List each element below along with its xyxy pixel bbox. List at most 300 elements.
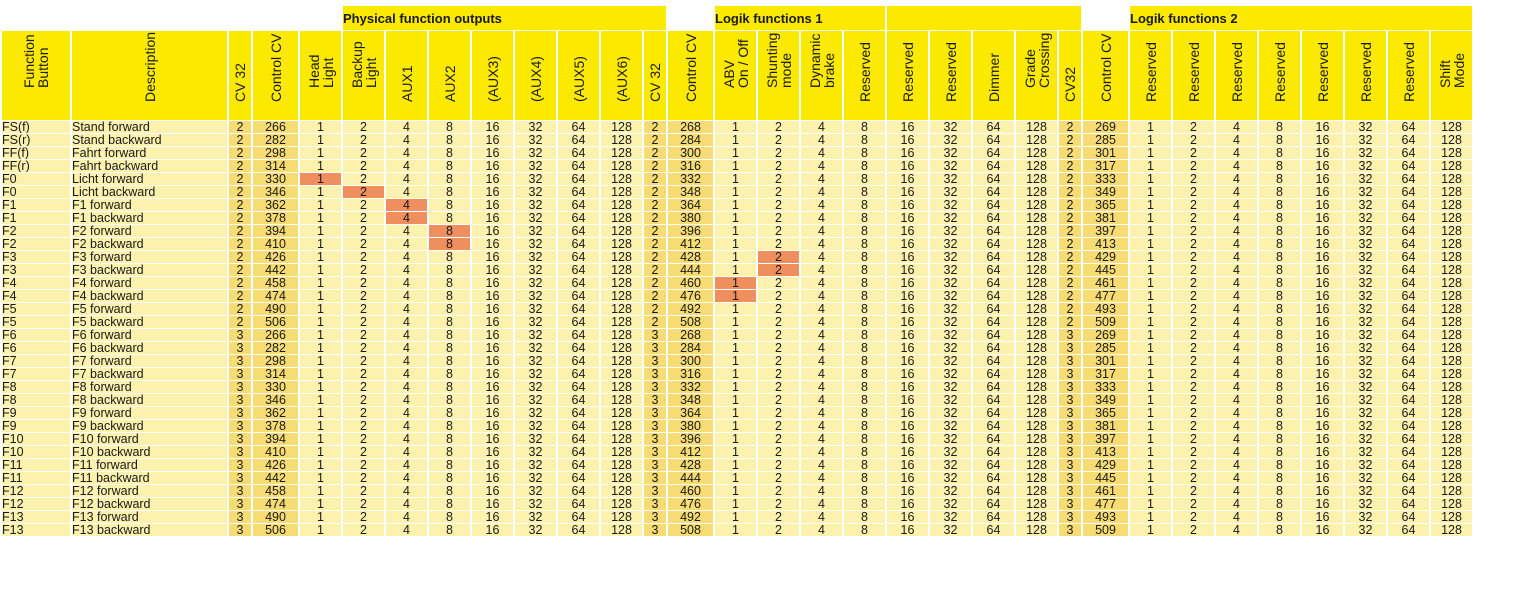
bit-cell: 4 <box>1216 524 1257 536</box>
bit-cell: 32 <box>515 472 556 484</box>
bit-cell: 128 <box>1016 303 1057 315</box>
bit-cell: 16 <box>1302 316 1343 328</box>
bit-cell: 128 <box>1431 147 1472 159</box>
description-cell: Stand backward <box>72 134 227 146</box>
bit-cell: 32 <box>515 368 556 380</box>
bit-cell: 8 <box>1259 264 1300 276</box>
bit-cell: 1 <box>1130 173 1171 185</box>
bit-cell: 64 <box>973 134 1014 146</box>
bit-cell: 128 <box>601 303 642 315</box>
bit-cell: 1 <box>1130 407 1171 419</box>
column-header <box>715 31 756 120</box>
bit-cell: 1 <box>1130 368 1171 380</box>
bit-cell: 2 <box>758 199 799 211</box>
bit-cell: 64 <box>1388 433 1429 445</box>
bit-cell: 128 <box>1431 420 1472 432</box>
control-cv-cell: 300 <box>668 355 713 367</box>
cv32-cell: 3 <box>229 355 251 367</box>
bit-cell: 128 <box>1431 368 1472 380</box>
control-cv-cell: 394 <box>253 433 298 445</box>
bit-cell: 16 <box>1302 173 1343 185</box>
cv32-cell: 3 <box>229 420 251 432</box>
bit-cell: 32 <box>930 225 971 237</box>
bit-cell: 64 <box>973 303 1014 315</box>
column-header-label: Reserved <box>856 42 873 102</box>
bit-cell: 1 <box>300 329 341 341</box>
column-header-row <box>2 31 1472 120</box>
bit-cell: 16 <box>472 160 513 172</box>
bit-cell: 128 <box>1016 121 1057 133</box>
bit-cell: 32 <box>930 355 971 367</box>
bit-cell: 16 <box>472 459 513 471</box>
bit-cell: 1 <box>715 433 756 445</box>
bit-cell: 1 <box>300 173 341 185</box>
bit-cell: 8 <box>844 186 885 198</box>
table-row <box>2 329 1472 341</box>
bit-cell: 16 <box>887 290 928 302</box>
bit-cell: 64 <box>1388 420 1429 432</box>
bit-cell: 4 <box>801 173 842 185</box>
bit-cell: 1 <box>300 316 341 328</box>
description-cell: F7 backward <box>72 368 227 380</box>
bit-cell: 32 <box>1345 238 1386 250</box>
bit-cell: 8 <box>429 329 470 341</box>
bit-cell: 64 <box>973 238 1014 250</box>
bit-cell: 4 <box>1216 329 1257 341</box>
column-header-label: Reserved <box>1142 42 1159 102</box>
bit-cell: 4 <box>386 173 427 185</box>
bit-cell: 16 <box>887 394 928 406</box>
description-cell: F11 forward <box>72 459 227 471</box>
bit-cell: 1 <box>1130 186 1171 198</box>
bit-cell: 16 <box>1302 420 1343 432</box>
bit-cell: 8 <box>1259 524 1300 536</box>
bit-cell: 1 <box>300 511 341 523</box>
bit-cell: 2 <box>1173 342 1214 354</box>
control-cv-cell: 396 <box>668 433 713 445</box>
cv32-cell: 3 <box>229 472 251 484</box>
bit-cell: 8 <box>1259 147 1300 159</box>
bit-cell: 64 <box>558 433 599 445</box>
cv32-cell: 2 <box>1059 238 1081 250</box>
bit-cell: 1 <box>715 407 756 419</box>
bit-cell: 64 <box>973 420 1014 432</box>
table-row <box>2 511 1472 523</box>
bit-cell: 1 <box>1130 433 1171 445</box>
bit-cell: 64 <box>558 160 599 172</box>
bit-cell: 2 <box>1173 134 1214 146</box>
bit-cell: 16 <box>1302 147 1343 159</box>
bit-cell: 1 <box>715 186 756 198</box>
function-button-cell: F7 <box>2 355 70 367</box>
bit-cell: 4 <box>1216 134 1257 146</box>
bit-cell: 64 <box>1388 446 1429 458</box>
function-button-cell: F4 <box>2 277 70 289</box>
bit-cell: 8 <box>429 134 470 146</box>
bit-cell: 128 <box>601 433 642 445</box>
cv32-cell: 2 <box>229 238 251 250</box>
bit-cell: 16 <box>887 121 928 133</box>
bit-cell: 8 <box>1259 511 1300 523</box>
bit-cell: 16 <box>887 225 928 237</box>
bit-cell: 16 <box>887 303 928 315</box>
column-header-label: Dimmer <box>985 53 1002 102</box>
function-button-cell: F3 <box>2 251 70 263</box>
bit-cell: 32 <box>930 251 971 263</box>
function-mapping-table <box>0 5 1474 537</box>
bit-cell: 128 <box>1431 225 1472 237</box>
control-cv-cell: 426 <box>253 459 298 471</box>
bit-cell: 128 <box>1016 498 1057 510</box>
bit-cell: 8 <box>1259 225 1300 237</box>
bit-cell: 64 <box>558 251 599 263</box>
bit-cell: 1 <box>715 355 756 367</box>
cv32-cell: 3 <box>644 355 666 367</box>
bit-cell: 1 <box>300 524 341 536</box>
bit-cell: 8 <box>844 134 885 146</box>
bit-cell: 4 <box>386 147 427 159</box>
bit-cell: 2 <box>343 420 384 432</box>
cv32-cell: 2 <box>1059 316 1081 328</box>
bit-cell: 16 <box>472 407 513 419</box>
column-header <box>1302 31 1343 120</box>
bit-cell: 128 <box>1016 160 1057 172</box>
control-cv-cell: 428 <box>668 251 713 263</box>
bit-cell: 8 <box>1259 316 1300 328</box>
bit-cell: 1 <box>300 264 341 276</box>
bit-cell: 128 <box>1431 238 1472 250</box>
description-cell: F2 forward <box>72 225 227 237</box>
bit-cell: 2 <box>758 264 799 276</box>
table-row <box>2 394 1472 406</box>
bit-cell: 8 <box>844 277 885 289</box>
function-button-cell: F2 <box>2 225 70 237</box>
bit-cell: 2 <box>343 238 384 250</box>
bit-cell: 16 <box>472 316 513 328</box>
bit-cell: 4 <box>386 472 427 484</box>
cv32-cell: 2 <box>644 225 666 237</box>
bit-cell: 128 <box>1431 303 1472 315</box>
bit-cell: 64 <box>1388 511 1429 523</box>
bit-cell: 16 <box>1302 446 1343 458</box>
bit-cell: 1 <box>1130 485 1171 497</box>
cv32-cell: 3 <box>644 420 666 432</box>
control-cv-cell: 284 <box>668 342 713 354</box>
table-row <box>2 485 1472 497</box>
bit-cell: 16 <box>1302 277 1343 289</box>
control-cv-cell: 493 <box>1083 511 1128 523</box>
bit-cell: 32 <box>1345 485 1386 497</box>
bit-cell: 2 <box>1173 212 1214 224</box>
bit-cell: 8 <box>429 186 470 198</box>
cv32-cell: 3 <box>229 446 251 458</box>
bit-cell: 32 <box>515 407 556 419</box>
description-cell: F1 backward <box>72 212 227 224</box>
bit-cell: 32 <box>1345 511 1386 523</box>
cv32-cell: 3 <box>644 368 666 380</box>
bit-cell: 64 <box>558 264 599 276</box>
bit-cell: 32 <box>1345 368 1386 380</box>
function-button-cell: FF(r) <box>2 160 70 172</box>
description-cell: F8 backward <box>72 394 227 406</box>
bit-cell: 16 <box>1302 498 1343 510</box>
bit-cell: 2 <box>1173 225 1214 237</box>
bit-cell: 1 <box>715 368 756 380</box>
bit-cell: 2 <box>343 316 384 328</box>
cv32-cell: 3 <box>229 498 251 510</box>
cv32-cell: 3 <box>1059 355 1081 367</box>
bit-cell: 1 <box>715 420 756 432</box>
bit-cell: 2 <box>343 225 384 237</box>
bit-cell: 1 <box>1130 394 1171 406</box>
control-cv-cell: 317 <box>1083 160 1128 172</box>
bit-cell: 2 <box>343 342 384 354</box>
control-cv-cell: 458 <box>253 277 298 289</box>
control-cv-cell: 490 <box>253 511 298 523</box>
table-row <box>2 420 1472 432</box>
description-cell: F6 forward <box>72 329 227 341</box>
bit-cell: 2 <box>1173 433 1214 445</box>
bit-cell: 4 <box>801 251 842 263</box>
bit-cell: 2 <box>758 134 799 146</box>
column-header-label: CV 32 <box>647 63 663 102</box>
bit-cell: 32 <box>930 199 971 211</box>
bit-cell: 128 <box>601 251 642 263</box>
bit-cell: 4 <box>386 277 427 289</box>
control-cv-cell: 268 <box>668 121 713 133</box>
bit-cell: 4 <box>386 459 427 471</box>
bit-cell: 128 <box>601 381 642 393</box>
bit-cell: 128 <box>1431 212 1472 224</box>
bit-cell: 4 <box>1216 121 1257 133</box>
bit-cell: 4 <box>801 394 842 406</box>
bit-cell: 16 <box>472 485 513 497</box>
control-cv-cell: 477 <box>1083 290 1128 302</box>
bit-cell: 128 <box>1431 459 1472 471</box>
bit-cell: 4 <box>1216 264 1257 276</box>
bit-cell: 8 <box>844 264 885 276</box>
bit-cell: 2 <box>758 277 799 289</box>
bit-cell: 8 <box>429 433 470 445</box>
bit-cell: 64 <box>558 524 599 536</box>
bit-cell: 8 <box>1259 446 1300 458</box>
bit-cell: 8 <box>844 199 885 211</box>
bit-cell: 1 <box>1130 225 1171 237</box>
bit-cell: 128 <box>1016 186 1057 198</box>
bit-cell: 128 <box>1431 446 1472 458</box>
bit-cell: 128 <box>1016 173 1057 185</box>
bit-cell: 64 <box>558 394 599 406</box>
bit-cell: 8 <box>1259 472 1300 484</box>
control-cv-cell: 266 <box>253 329 298 341</box>
function-button-cell: F1 <box>2 212 70 224</box>
bit-cell: 1 <box>300 472 341 484</box>
column-header <box>1259 31 1300 120</box>
bit-cell: 32 <box>930 173 971 185</box>
bit-cell: 16 <box>472 225 513 237</box>
bit-cell: 32 <box>930 472 971 484</box>
bit-cell: 64 <box>558 472 599 484</box>
bit-cell: 128 <box>601 121 642 133</box>
bit-cell: 4 <box>386 134 427 146</box>
bit-cell: 32 <box>930 303 971 315</box>
bit-cell: 64 <box>558 407 599 419</box>
bit-cell: 16 <box>1302 472 1343 484</box>
bit-cell: 16 <box>887 342 928 354</box>
bit-cell: 16 <box>472 173 513 185</box>
bit-cell: 8 <box>1259 186 1300 198</box>
bit-cell: 32 <box>515 485 556 497</box>
control-cv-cell: 298 <box>253 355 298 367</box>
bit-cell: 2 <box>343 173 384 185</box>
bit-cell: 32 <box>515 173 556 185</box>
bit-cell: 32 <box>930 407 971 419</box>
bit-cell: 16 <box>472 329 513 341</box>
cv32-cell: 3 <box>1059 498 1081 510</box>
bit-cell: 64 <box>973 485 1014 497</box>
bit-cell: 128 <box>1431 160 1472 172</box>
control-cv-cell: 445 <box>1083 472 1128 484</box>
bit-cell: 64 <box>973 407 1014 419</box>
bit-cell: 64 <box>558 225 599 237</box>
bit-cell: 128 <box>601 212 642 224</box>
bit-cell: 8 <box>1259 485 1300 497</box>
bit-cell: 128 <box>1016 251 1057 263</box>
bit-cell: 4 <box>801 160 842 172</box>
control-cv-cell: 460 <box>668 277 713 289</box>
column-header <box>1431 31 1472 120</box>
bit-cell: 16 <box>887 264 928 276</box>
bit-cell: 2 <box>343 511 384 523</box>
bit-cell: 4 <box>801 381 842 393</box>
bit-cell: 2 <box>343 251 384 263</box>
bit-cell: 64 <box>1388 225 1429 237</box>
bit-cell: 2 <box>758 290 799 302</box>
control-cv-cell: 330 <box>253 173 298 185</box>
table-row <box>2 498 1472 510</box>
bit-cell: 64 <box>1388 381 1429 393</box>
bit-cell: 16 <box>1302 394 1343 406</box>
function-button-cell: F10 <box>2 446 70 458</box>
description-cell: F3 backward <box>72 264 227 276</box>
bit-cell: 128 <box>1016 290 1057 302</box>
bit-cell: 2 <box>1173 329 1214 341</box>
bit-cell: 1 <box>1130 199 1171 211</box>
column-header <box>253 31 298 120</box>
bit-cell: 4 <box>801 147 842 159</box>
bit-cell: 1 <box>1130 342 1171 354</box>
bit-cell: 64 <box>973 160 1014 172</box>
bit-cell: 1 <box>1130 264 1171 276</box>
description-cell: Licht backward <box>72 186 227 198</box>
bit-cell: 1 <box>300 277 341 289</box>
bit-cell: 32 <box>1345 160 1386 172</box>
bit-cell: 8 <box>1259 433 1300 445</box>
column-header <box>758 31 799 120</box>
cv32-cell: 2 <box>229 251 251 263</box>
cv32-cell: 2 <box>1059 186 1081 198</box>
bit-cell: 2 <box>758 459 799 471</box>
control-cv-cell: 284 <box>668 134 713 146</box>
cv32-cell: 3 <box>644 394 666 406</box>
bit-cell: 128 <box>601 446 642 458</box>
bit-cell: 4 <box>386 329 427 341</box>
bit-cell: 32 <box>515 238 556 250</box>
bit-cell: 8 <box>1259 290 1300 302</box>
bit-cell: 32 <box>515 446 556 458</box>
bit-cell: 32 <box>515 342 556 354</box>
bit-cell: 1 <box>715 212 756 224</box>
bit-cell: 128 <box>1431 342 1472 354</box>
bit-cell: 16 <box>1302 264 1343 276</box>
column-header <box>558 31 599 120</box>
bit-cell: 1 <box>300 368 341 380</box>
bit-cell: 2 <box>343 212 384 224</box>
control-cv-cell: 346 <box>253 394 298 406</box>
bit-cell: 1 <box>715 524 756 536</box>
cv32-cell: 2 <box>1059 147 1081 159</box>
cv32-cell: 3 <box>229 342 251 354</box>
column-header <box>601 31 642 120</box>
bit-cell: 8 <box>844 225 885 237</box>
function-button-cell: F8 <box>2 381 70 393</box>
bit-cell: 4 <box>386 420 427 432</box>
bit-cell: 8 <box>429 498 470 510</box>
bit-cell: 64 <box>973 342 1014 354</box>
control-cv-cell: 506 <box>253 316 298 328</box>
bit-cell: 1 <box>300 342 341 354</box>
bit-cell: 1 <box>300 212 341 224</box>
bit-cell: 8 <box>844 212 885 224</box>
cv32-cell: 2 <box>229 121 251 133</box>
bit-cell: 8 <box>1259 381 1300 393</box>
column-header-label: ABV On / Off <box>720 39 751 88</box>
bit-cell: 64 <box>558 303 599 315</box>
control-cv-cell: 397 <box>1083 225 1128 237</box>
bit-cell: 16 <box>887 277 928 289</box>
bit-cell: 64 <box>1388 407 1429 419</box>
bit-cell: 4 <box>386 355 427 367</box>
bit-cell: 1 <box>1130 498 1171 510</box>
bit-cell: 4 <box>1216 238 1257 250</box>
bit-cell: 16 <box>1302 433 1343 445</box>
control-cv-cell: 348 <box>668 186 713 198</box>
bit-cell: 16 <box>472 147 513 159</box>
cv32-cell: 2 <box>644 251 666 263</box>
bit-cell: 2 <box>1173 420 1214 432</box>
bit-cell: 1 <box>1130 316 1171 328</box>
cv32-cell: 3 <box>229 368 251 380</box>
table-row <box>2 433 1472 445</box>
table-row <box>2 277 1472 289</box>
bit-cell: 1 <box>300 225 341 237</box>
table-row <box>2 446 1472 458</box>
bit-cell: 2 <box>343 524 384 536</box>
bit-cell: 4 <box>801 511 842 523</box>
bit-cell: 128 <box>1016 225 1057 237</box>
cv32-cell: 3 <box>229 485 251 497</box>
function-button-cell: F10 <box>2 433 70 445</box>
bit-cell: 1 <box>1130 251 1171 263</box>
bit-cell: 1 <box>715 511 756 523</box>
bit-cell: 16 <box>472 511 513 523</box>
function-button-cell: F8 <box>2 394 70 406</box>
bit-cell: 8 <box>844 524 885 536</box>
bit-cell: 2 <box>758 511 799 523</box>
bit-cell: 64 <box>1388 160 1429 172</box>
bit-cell: 4 <box>386 485 427 497</box>
function-button-cell: F4 <box>2 290 70 302</box>
